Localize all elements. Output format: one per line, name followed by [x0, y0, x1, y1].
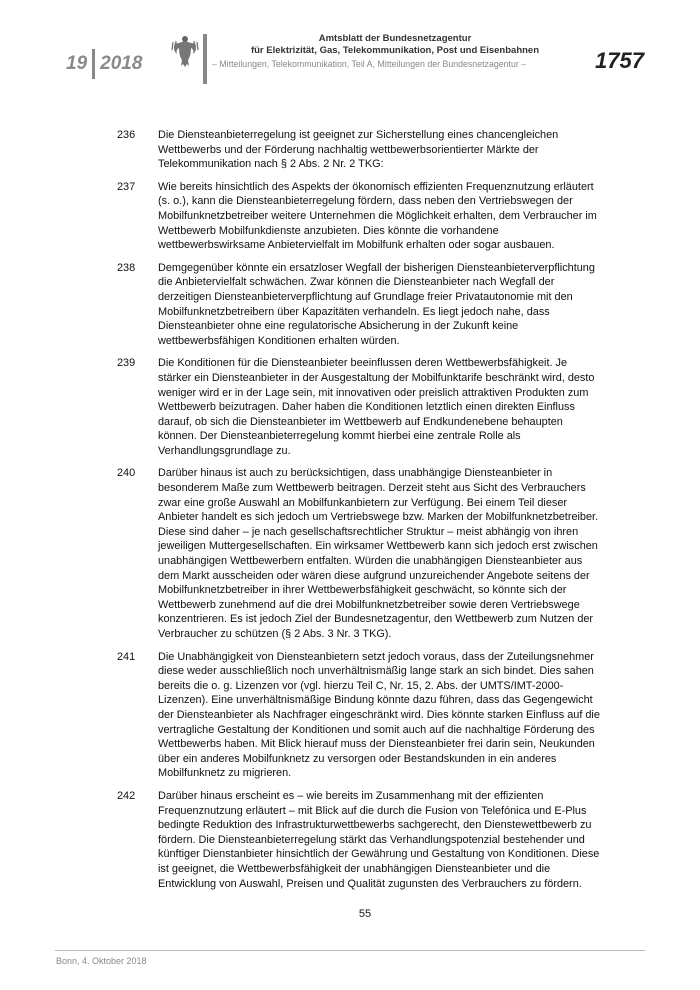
footer-date: Bonn, 4. Oktober 2018: [56, 956, 147, 966]
paragraph-number: 237: [117, 180, 136, 193]
paragraph: [117, 466, 603, 641]
paragraph-number: 238: [117, 261, 136, 274]
page-number: 1757: [595, 48, 644, 73]
paragraph-number: 240: [117, 467, 136, 480]
paragraph-number: 236: [117, 129, 136, 141]
paragraph-text: Die Konditionen für die Diensteanbieter beeinflussen deren Wettbewerbsfähigkeit. Je stärker ein Diensteanbieter in der Ausgestaltung der Mobilfunktarife beschränkt wird, desto weniger wird er in der Lage sein, mit innovativen oder preislich attraktiven Produkten zum Wettbewerb beizutragen. Daher haben die Konditionen letztlich einen direkten Einfluss darauf, ob sich die Diensteanbieter im Wettbewerb auf Endkundenebene behaupten können. Der Diensteanbieterregelung kommt hierbei eine zentrale Rolle als Verhandlungsgrundlage zu.: [158, 357, 595, 457]
paragraph: [117, 128, 603, 172]
footer-rule: [55, 950, 645, 951]
paragraph-number: 241: [117, 650, 136, 663]
paragraph-text: Wie bereits hinsichtlich des Aspekts der ökonomisch effizienten Frequenznutzung erläutert (s. o.), kann die Diensteanbieterregelung fördern, dass neben den Vertriebswegen der Mobilfunknetzbetreiber weitere Unternehmen die Möglichkeit erhalten, dem Verbraucher im Wettbewerb Mobilfunkdienste anzubieten. Dies könnte die vorhandene wettbewerbswirksame Anbietervielfalt im Mobilfunk erhalten oder sogar ausbauen.: [158, 180, 597, 252]
header-rule: [203, 34, 207, 84]
publication-title: [210, 33, 580, 56]
publication-title-line1: Amtsblatt der Bundesnetzagentur: [318, 33, 472, 44]
issue-year: 2018: [100, 53, 143, 74]
document-body: [117, 128, 603, 899]
paragraph-text: Darüber hinaus erscheint es – wie bereits im Zusammenhang mit der effizienten Frequenznutzung erläutert – mit Blick auf die durch die Fusion von Telefónica und E-Plus bedingte Reduktion des Infrastrukturwettbewerbs sachgerecht, den Dienstewettbewerb zu fördern. Die Diensteanbieterregelung stärkt das Verhandlungspotenzial bestehender und künftiger Dienstanbieter hinsichtlich der Gewährung und Gestaltung von Konditionen. Diese ist geeignet, die Wettbewerbsfähigkeit der unabhängigen Diensteanbieter und die Entwicklung von Auswahl, Preisen und Qualität zugunsten des Verbrauchers zu fördern.: [158, 789, 600, 890]
paragraph: [117, 789, 603, 891]
paragraph-number: 239: [117, 357, 136, 370]
federal-eagle-icon: [170, 33, 200, 69]
paragraph: [117, 650, 603, 781]
issue-number: 19: [66, 53, 88, 74]
paragraph-text: Die Diensteanbieterregelung ist geeignet zur Sicherstellung eines chancengleichen Wettbewerbs und der Förderung nachhaltig wettbewerbsorientierter Märkte der Telekommunikation nach § 2 Abs. 2 Nr. 2 TKG:: [158, 129, 559, 171]
paragraph: [117, 180, 603, 253]
paragraph-text: Die Unabhängigkeit von Diensteanbietern setzt jedoch voraus, dass der Zuteilungsnehmer diese weder ausschließlich noch unverhältnismäßig lange stark an sich bindet. Dies sahen bereits die o. g. Lizenzen vor (vgl. hierzu Teil C, Nr. 15, 2. Abs. der UMTS/IMT-2000-Lizenzen). Eine unverhältnismäßige Bindung könnte dazu führen, dass das Gegengewicht der Diensteanbieter als Nachfrager eingeschränkt wird. Dies könnte starken Einfluss auf die vertragliche Gestaltung der Konditionen und somit auch auf die nachhaltige Förderung des Wettbewerbs haben. Mit Blick hierauf muss der Diensteanbieter frei darin sein, Neukunden über ein anderes Mobilfunknetz zu versorgen oder Bestandskunden in ein anderes Mobilfunknetz zu migrieren.: [158, 650, 600, 780]
publication-subtitle: – Mitteilungen, Telekommunikation, Teil A, Mitteilungen der Bundesnetzagentur –: [212, 59, 527, 69]
paragraph: [117, 356, 603, 458]
paragraph-text: Demgegenüber könnte ein ersatzloser Wegfall der bisherigen Diensteanbieterverpflichtung die Anbietervielfalt schwächen. Zwar können die Diensteanbieter nach Wegfall der derzeitigen Diensteanbieterverpflichtung auf Grundlage freier Privatautonomie mit den Mobilfunknetzbetreibern über Kapazitäten verhandeln. Es liegt jedoch nahe, dass Diensteanbieter ohne eine regulatorische Absicherung in der Zukunft keine wettbewerbsfähigen Konditionen erhalten würden.: [158, 261, 595, 347]
issue-label: [66, 49, 142, 79]
paragraph-text: Darüber hinaus ist auch zu berücksichtigen, dass unabhängige Diensteanbieter in besonderem Maße zum Wettbewerb beitragen. Derzeit steht aus Sicht des Verbrauchers zwar eine große Auswahl an Mobilfunkanbietern zur Verfügung. Bei einem Teil dieser Anbieter handelt es sich jedoch um Vertriebswege bzw. Marken der Mobilfunknetzbetreiber. Diese sind daher – je nach gesellschaftsrechtlicher Struktur – meist abhängig von ihren jeweiligen Muttergesellschaften. Ein wirksamer Wettbewerb kann sich jedoch erst zwischen unabhängigen Wettbewerbern entfalten. Würden die unabhängigen Diensteanbieter aus dem Markt ausscheiden oder wären diese aufgrund unzureichender Angebote seitens der Mobilfunknetzbetreiber in ihrer Wettbewerbsfähigkeit geschwächt, so könnte sich der Wettbewerb zunehmend auf die drei Mobilfunknetzbetreiber sowie deren Vertriebswege konzentrieren. Es ist jedoch Ziel der Bundesnetzagentur, den Wettbewerb zum Nutzen der Verbraucher zu schützen (§ 2 Abs. 3 Nr. 3 TKG).: [158, 467, 599, 640]
publication-title-line2: für Elektrizität, Gas, Telekommunikation, Post und Eisenbahnen: [250, 44, 540, 56]
issue-divider: [92, 49, 95, 79]
folio-number: 55: [358, 908, 372, 920]
paragraph: [117, 261, 603, 349]
paragraph-number: 242: [117, 789, 136, 802]
